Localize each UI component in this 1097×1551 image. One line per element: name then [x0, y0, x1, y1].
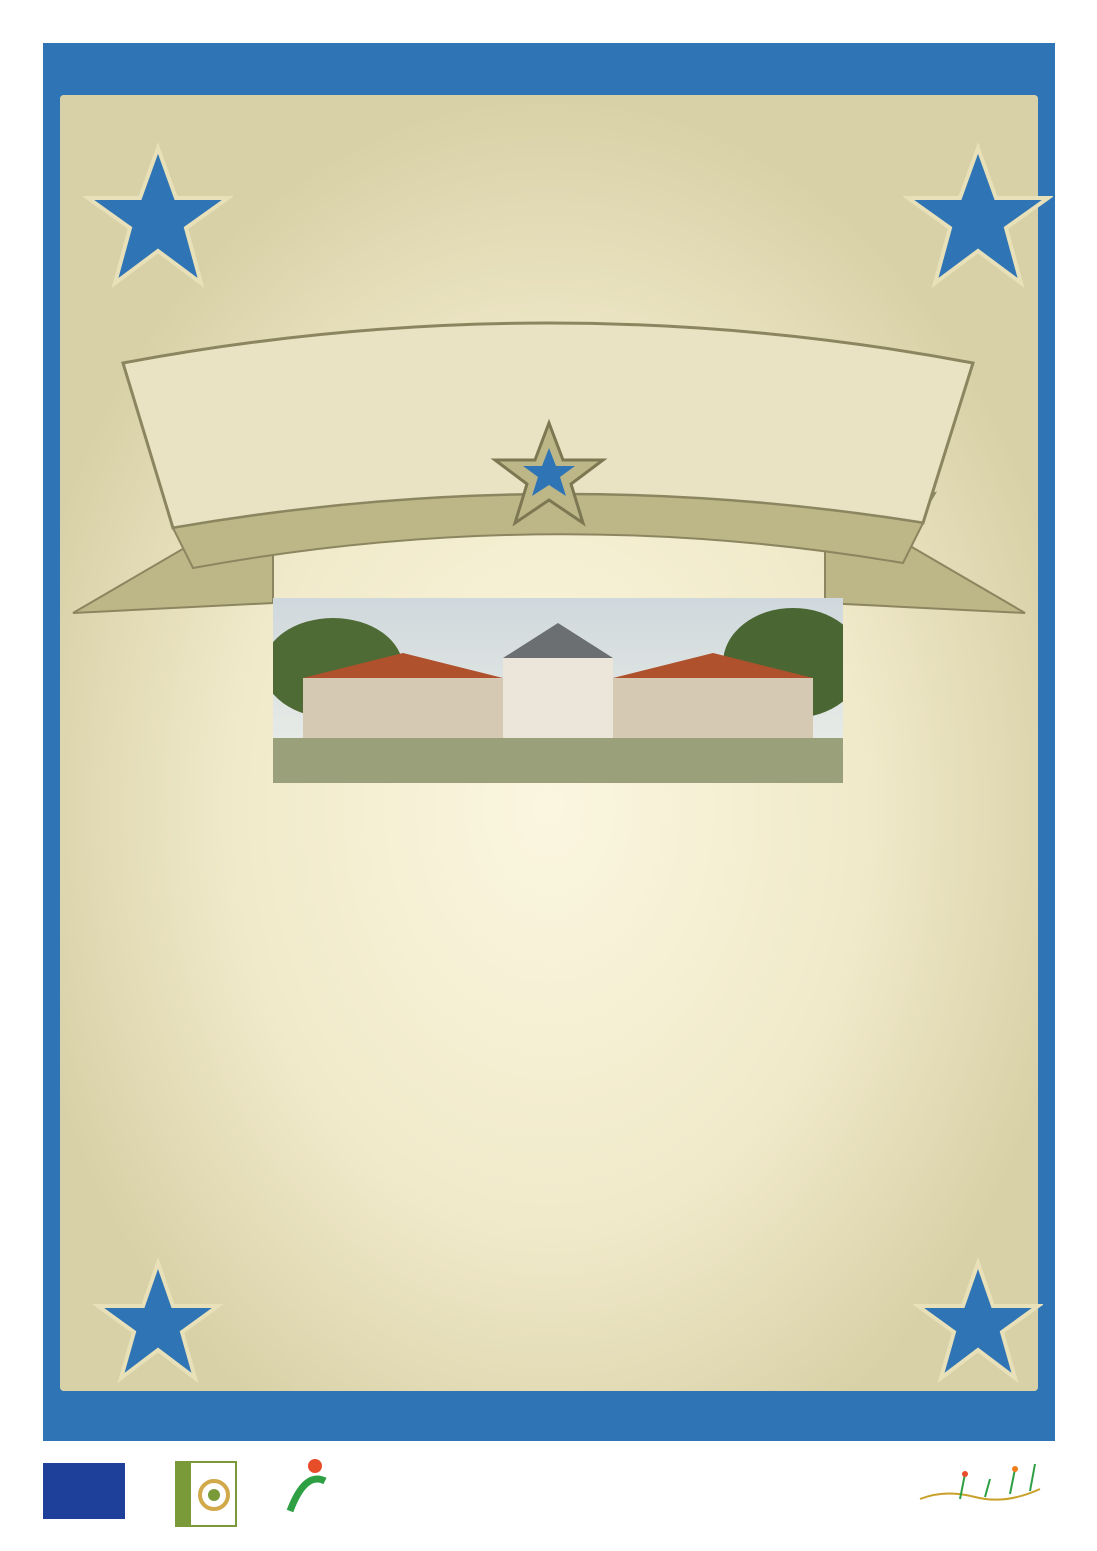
corner-star-icon: [903, 143, 1053, 293]
prv-sprouts-icon: [915, 1459, 1045, 1509]
center-star-icon: [489, 418, 609, 528]
logos-row: [0, 1441, 1097, 1551]
circus-tents: [43, 1093, 1055, 1411]
prv-logo: [915, 1459, 1045, 1529]
corner-star-icon: [83, 143, 233, 293]
top-star-band: [43, 43, 1055, 93]
eu-flag-icon: [43, 1463, 125, 1519]
poster: [43, 43, 1055, 1441]
leader-logo-icon: [175, 1461, 237, 1527]
star-row-icon: [43, 43, 1055, 93]
chateau-photo: [273, 598, 843, 783]
partners-bar: [43, 1411, 1055, 1441]
aktivos-logo-icon: [275, 1456, 335, 1531]
